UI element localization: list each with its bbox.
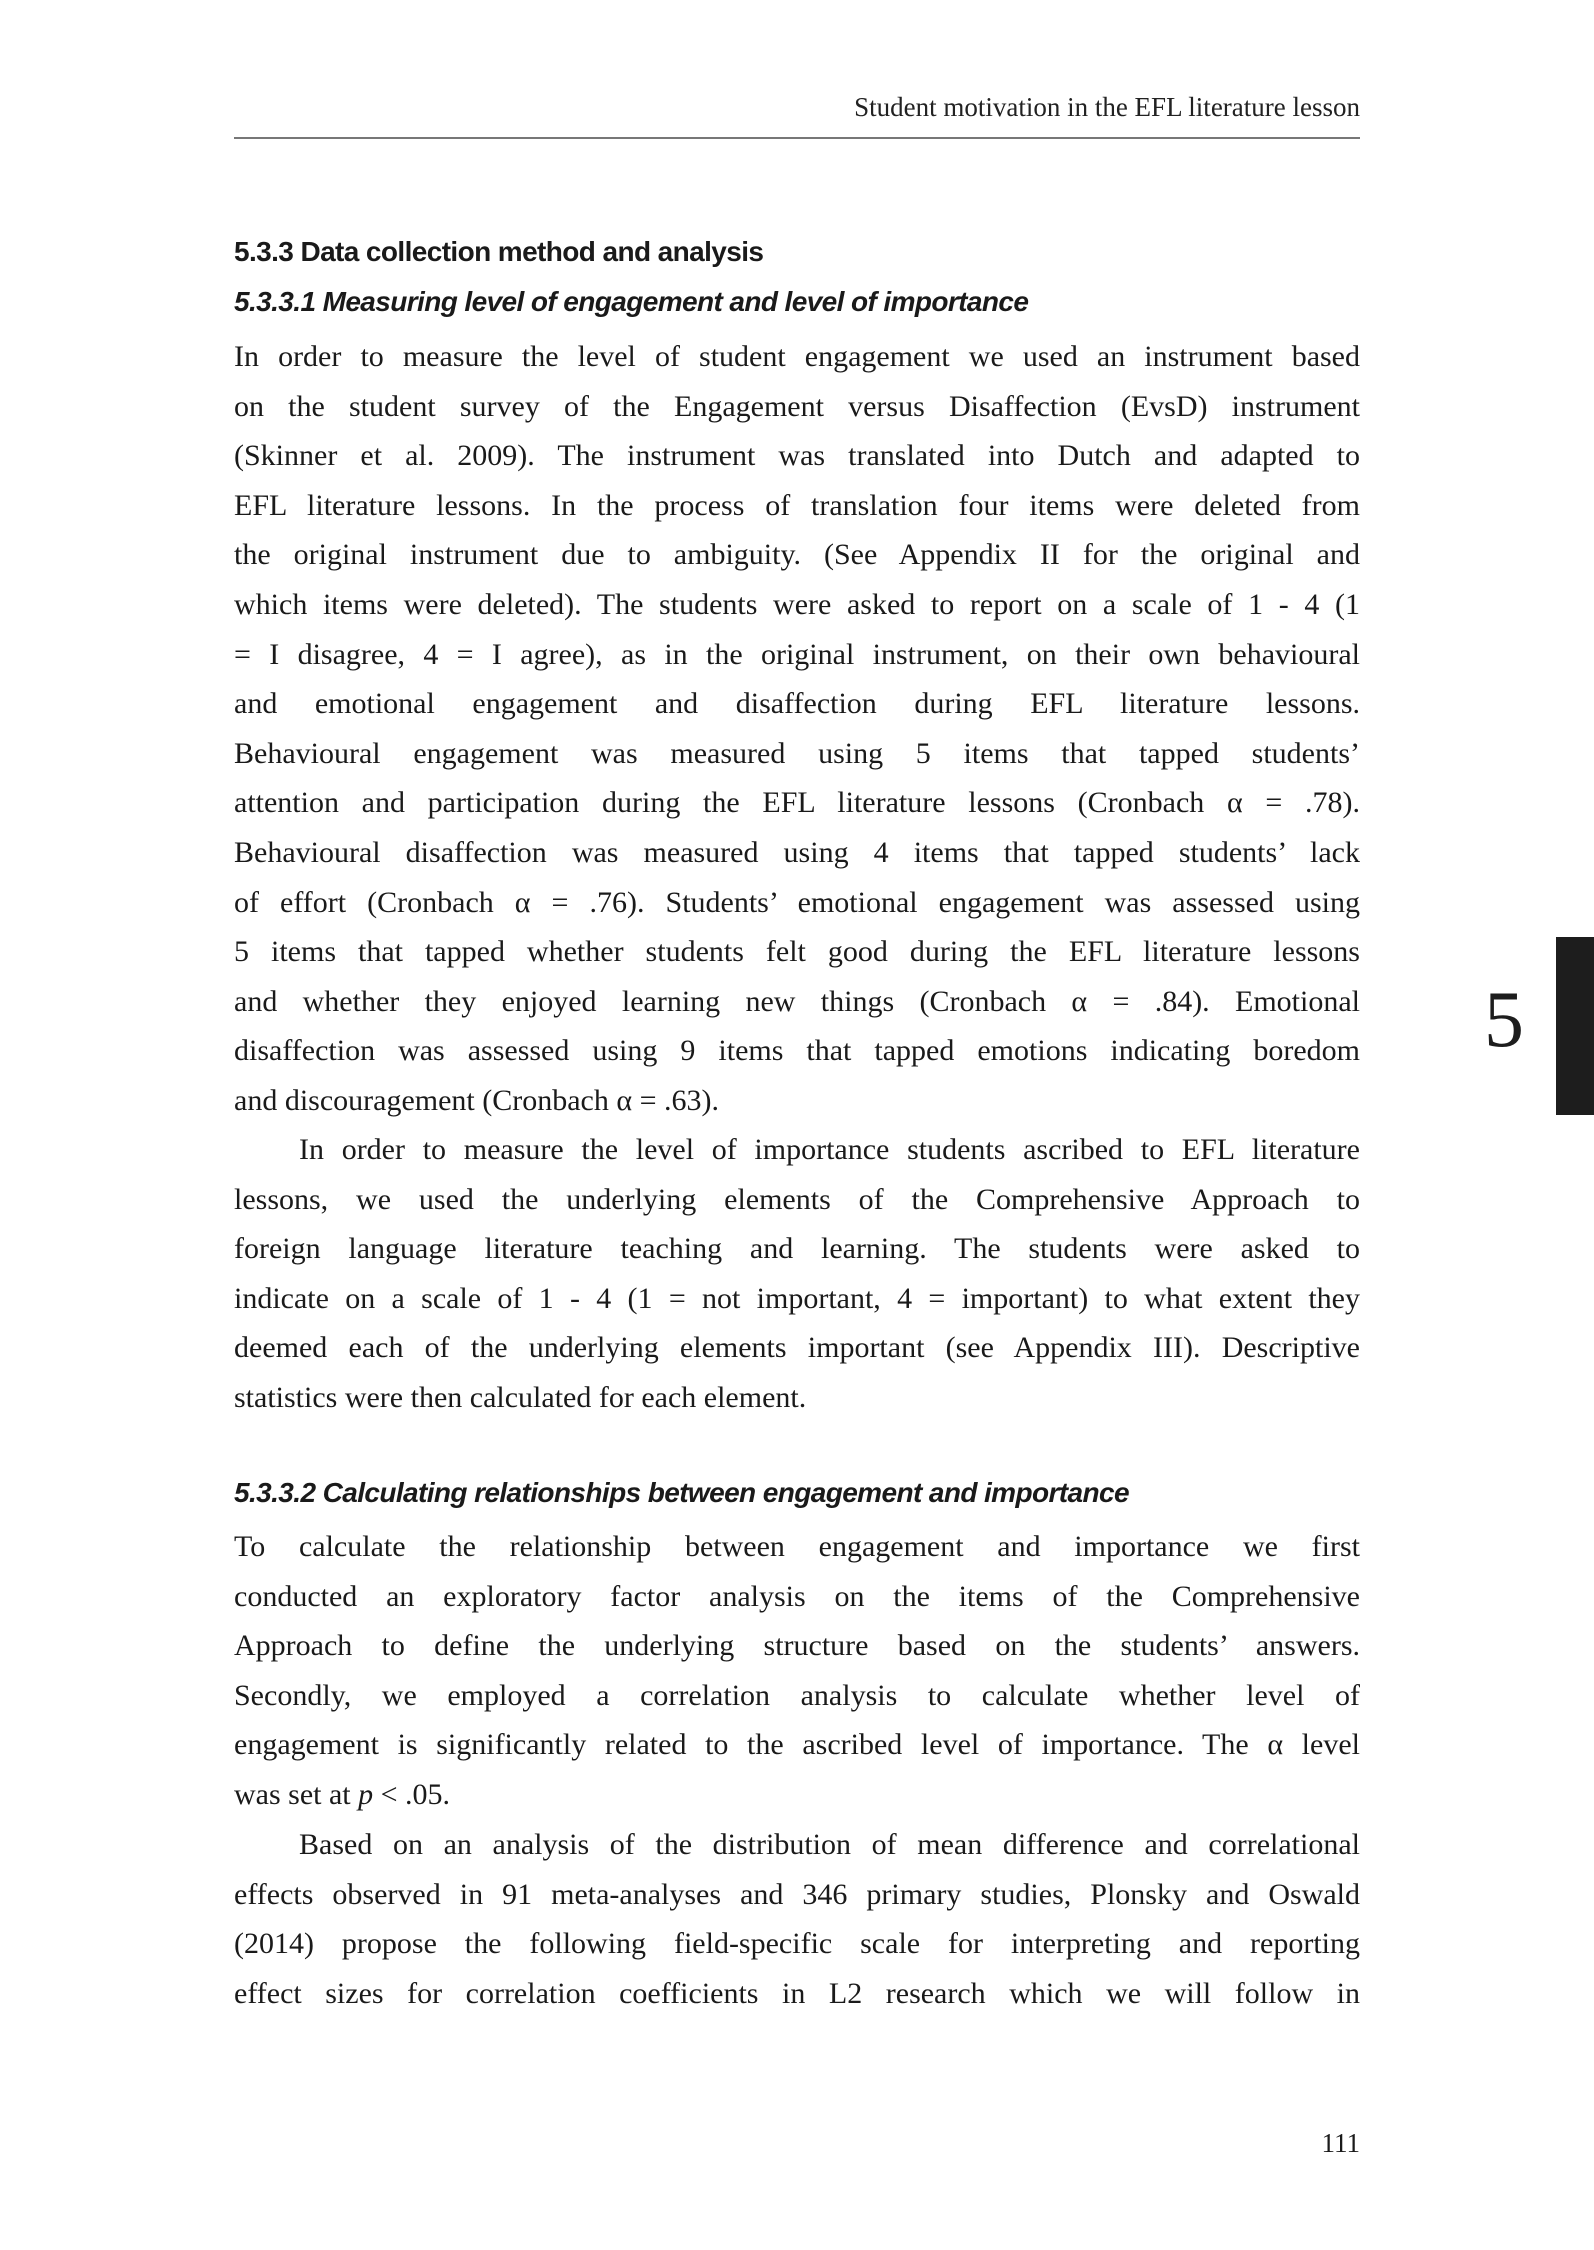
chapter-number: 5 [1484, 976, 1524, 1064]
text-line: indicate on a scale of 1 - 4 (1 = not important, 4 = important) to what extent they [234, 1281, 1360, 1315]
subsection-heading: 5.3.3.2 Calculating relationships between engagement and importance [234, 1477, 1129, 1508]
text-line: lessons, we used the underlying elements of the Comprehensive Approach to [234, 1182, 1360, 1216]
text-line: disaffection was assessed using 9 items that tapped emotions indicating boredom [234, 1034, 1360, 1068]
text-line: attention and participation during the EFL literature lessons (Cronbach α = .78). [234, 786, 1360, 820]
text-line: conducted an exploratory factor analysis on the items of the Comprehensive [234, 1579, 1360, 1613]
text-line: on the student survey of the Engagement versus Disaffection (EvsD) instrument [234, 389, 1360, 423]
text-line: and discouragement (Cronbach α = .63). [234, 1083, 719, 1117]
text-line: Based on an analysis of the distribution of mean difference and correlational [299, 1828, 1360, 1861]
text-line: To calculate the relationship between engagement and importance we first [234, 1530, 1360, 1563]
paragraph-effect-sizes [234, 1820, 1360, 2018]
text-line: deemed each of the underlying elements important (see Appendix III). Descriptive [234, 1331, 1360, 1365]
text-line: Approach to define the underlying structure based on the students’ answers. [234, 1629, 1360, 1663]
text-line: EFL literature lessons. In the process of translation four items were deleted from [234, 488, 1360, 522]
text-line: foreign language literature teaching and learning. The students were asked to [234, 1232, 1360, 1266]
text-line: of effort (Cronbach α = .76). Students’ emotional engagement was assessed using [234, 885, 1360, 919]
text-line: and whether they enjoyed learning new things (Cronbach α = .84). Emotional [234, 984, 1360, 1018]
text-line: In order to measure the level of importance students ascribed to EFL literature [299, 1133, 1360, 1166]
text-line [234, 1770, 1360, 1820]
text-line: effect sizes for correlation coefficients in L2 research which we will follow in [234, 1976, 1360, 2010]
text-run: < .05. [373, 1777, 451, 1811]
paragraph-relationships [234, 1522, 1360, 1820]
header-rule [234, 137, 1360, 139]
paragraph-importance [234, 1125, 1360, 1423]
chapter-tab [1556, 937, 1594, 1115]
text-line: = I disagree, 4 = I agree), as in the original instrument, on their own behavioural [234, 637, 1360, 671]
text-line: Behavioural engagement was measured using 5 items that tapped students’ [234, 736, 1360, 770]
text-line: and emotional engagement and disaffection during EFL literature lessons. [234, 687, 1360, 721]
paragraph-engagement [234, 332, 1360, 1126]
text-line: 5 items that tapped whether students felt good during the EFL literature lessons [234, 935, 1360, 969]
text-line: engagement is significantly related to the ascribed level of importance. The α level [234, 1728, 1360, 1762]
text-run: p [358, 1777, 374, 1811]
text-line: Behavioural disaffection was measured using 4 items that tapped students’ lack [234, 835, 1360, 869]
text-line: the original instrument due to ambiguity. (See Appendix II for the original and [234, 538, 1360, 572]
text-line: Secondly, we employed a correlation analysis to calculate whether level of [234, 1678, 1360, 1712]
page-number: 111 [1321, 2128, 1360, 2158]
text-line: statistics were then calculated for each element. [234, 1380, 807, 1414]
running-head: Student motivation in the EFL literature lesson [854, 92, 1360, 122]
text-run: was set at [234, 1777, 359, 1811]
text-line: In order to measure the level of student engagement we used an instrument based [234, 340, 1360, 373]
text-line: effects observed in 91 meta-analyses and 346 primary studies, Plonsky and Oswald [234, 1877, 1360, 1911]
section-heading: 5.3.3 Data collection method and analysis [234, 236, 764, 267]
text-line: which items were deleted). The students were asked to report on a scale of 1 - 4 (1 [234, 587, 1360, 621]
text-line: (Skinner et al. 2009). The instrument was translated into Dutch and adapted to [234, 439, 1360, 473]
text-line: (2014) propose the following field-specific scale for interpreting and reporting [234, 1927, 1360, 1961]
subsection-heading: 5.3.3.1 Measuring level of engagement and level of importance [234, 286, 1029, 317]
